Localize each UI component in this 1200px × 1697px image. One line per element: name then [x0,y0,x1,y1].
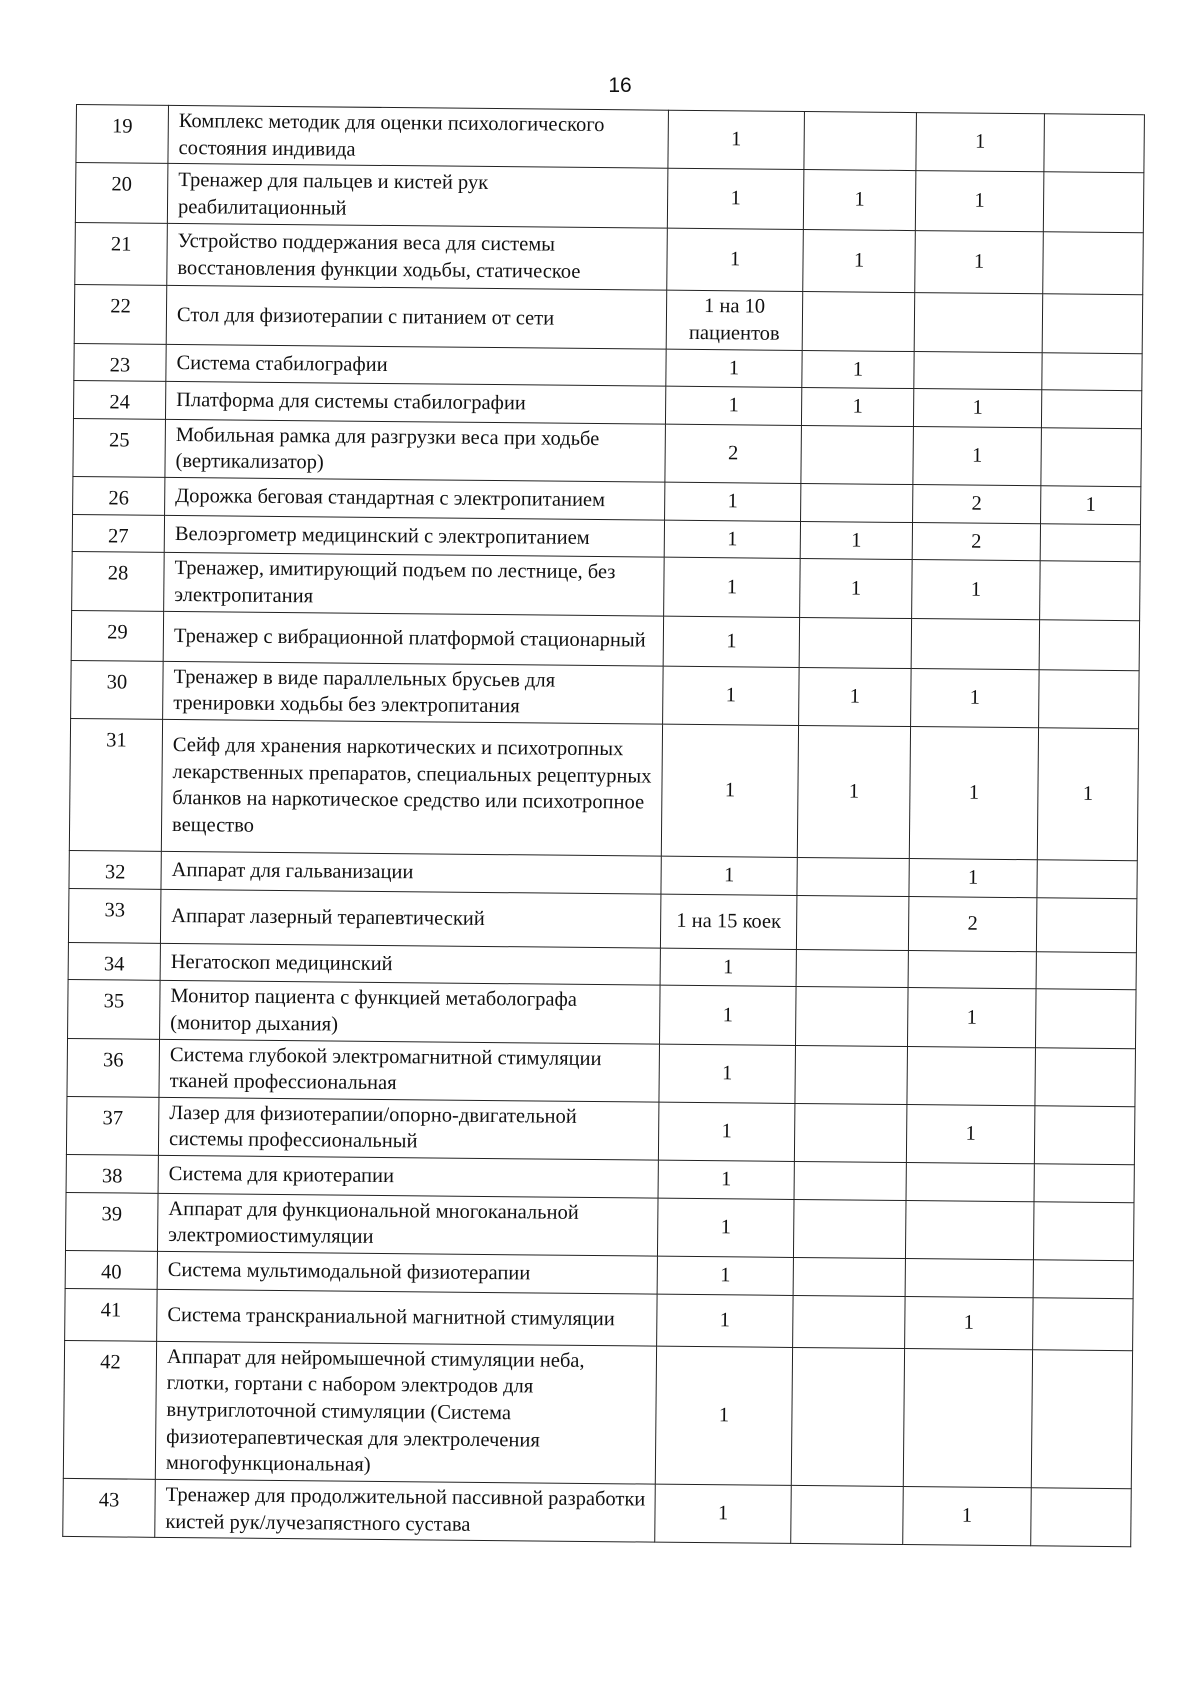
quantity-col-2 [797,857,909,896]
quantity-col-3 [911,618,1039,669]
quantity-col-1: 1 [664,520,800,559]
equipment-name: Мобильная рамка для разгрузки веса при ходьбе (вертикализатор) [165,419,666,482]
quantity-col-4 [1040,524,1140,563]
quantity-col-2 [793,1257,905,1296]
quantity-col-2 [793,1199,906,1258]
quantity-col-3 [914,351,1042,390]
quantity-col-4 [1031,1488,1132,1547]
row-number: 35 [68,980,161,1039]
quantity-col-3 [906,1163,1034,1202]
quantity-col-2: 1 [803,170,916,231]
quantity-col-1: 1 [655,1484,792,1544]
equipment-name: Аппарат лазерный терапевтический [160,889,660,948]
quantity-col-4: 1 [1037,728,1138,861]
equipment-name: Аппарат для нейромышечной стимуляции неба, глотки, гортани с набором электродов для внутриглоточной стимуляции (Система физиотерапевтическая для электролечения многофункциональная) [155,1341,656,1484]
equipment-name: Тренажер для пальцев и кистей рук реабилитационный [167,164,668,229]
quantity-col-2 [791,1347,904,1486]
quantity-col-4 [1036,897,1137,952]
table-row [67,1038,1136,1107]
quantity-col-3: 1 [912,560,1041,620]
row-number: 39 [65,1192,158,1251]
table-row [66,1096,1135,1165]
table-row [73,418,1142,487]
equipment-name: Система транскраниальной магнитной стимуляции [157,1289,657,1346]
equipment-name: Система мультимодальной физиотерапии [157,1251,657,1293]
row-number: 27 [72,514,164,553]
quantity-col-4 [1034,1106,1135,1165]
equipment-name: Система стабилографии [166,344,666,386]
quantity-col-4 [1040,561,1141,620]
row-number: 26 [73,477,165,516]
row-number: 31 [69,718,162,851]
quantity-col-1: 1 [663,666,800,726]
quantity-col-1: 1 [668,110,805,170]
quantity-col-1: 1 на 15 коек [660,894,797,949]
table-row [75,163,1144,233]
row-number: 41 [65,1288,157,1341]
equipment-name: Сейф для хранения наркотических и психотропных лекарственных препаратов, специальных рецептурных бланков на наркотическое средство или психотропное вещество [161,719,662,856]
table-row [68,980,1137,1049]
quantity-col-2 [799,617,911,668]
quantity-col-2: 1 [803,230,916,293]
quantity-col-3 [905,1200,1034,1260]
quantity-col-1: 1 [660,985,797,1045]
equipment-name: Тренажер с вибрационной платформой стационарный [163,611,663,666]
equipment-name: Платформа для системы стабилографии [165,382,665,424]
quantity-col-4 [1044,114,1145,173]
page-number: 16 [608,74,632,97]
table-row [63,1478,1132,1547]
quantity-col-2: 1 [801,388,913,427]
quantity-col-2: 1 [797,725,910,858]
quantity-col-3: 1 [909,859,1037,898]
table-row [72,552,1141,621]
quantity-col-2 [791,1485,904,1544]
quantity-col-4 [1036,951,1136,990]
quantity-col-1: 1 [658,1102,795,1162]
row-number: 30 [71,660,164,719]
equipment-name: Стол для физиотерапии с питанием от сети [166,286,667,349]
quantity-col-1: 1 [665,482,801,521]
table-row [69,718,1138,860]
equipment-name: Тренажер, имитирующий подъем по лестнице, без электропитания [164,553,665,616]
quantity-col-4 [1041,428,1142,487]
row-number: 34 [68,942,160,981]
quantity-col-2: 1 [800,521,912,560]
quantity-col-3: 1 [905,1296,1033,1349]
equipment-name: Аппарат для функциональной многоканальной электромиостимуляции [157,1193,658,1256]
quantity-col-1: 1 [660,948,796,987]
quantity-col-1: 1 [658,1160,794,1199]
quantity-col-1: 1 [666,349,802,388]
quantity-col-3: 2 [908,896,1037,951]
quantity-col-2 [794,1103,907,1162]
equipment-name: Велоэргометр медицинский с электропитанием [164,515,664,557]
quantity-col-4 [1033,1260,1133,1299]
equipment-name: Монитор пациента с функцией метаболографа (монитор дыхания) [160,981,661,1044]
row-number: 22 [74,285,167,344]
row-number: 19 [76,105,169,164]
quantity-col-3: 1 [906,1104,1035,1164]
row-number: 29 [71,610,163,661]
equipment-name: Аппарат для гальванизации [161,851,661,893]
quantity-col-2 [795,1045,908,1104]
quantity-col-4 [1043,172,1144,233]
quantity-col-1: 1 [657,1294,793,1347]
quantity-col-2 [804,111,917,170]
quantity-col-4 [1031,1349,1132,1488]
table-row [71,660,1140,729]
quantity-col-1: 1 [663,616,799,667]
table-row [75,223,1144,295]
quantity-col-3 [908,950,1036,989]
table-row [63,1340,1132,1488]
quantity-col-1: 1 [655,1346,792,1486]
row-number: 28 [72,552,165,611]
quantity-col-3: 2 [913,485,1041,524]
quantity-col-2 [796,987,909,1046]
quantity-col-1: 1 [661,724,798,857]
quantity-col-3: 1 [903,1486,1032,1546]
equipment-name: Негатоскоп медицинский [160,943,660,985]
quantity-col-3: 1 [907,988,1036,1048]
equipment-name: Комплекс методик для оценки психологического состояния индивида [168,105,669,168]
quantity-col-4 [1035,1047,1136,1106]
quantity-col-4: 1 [1041,486,1141,525]
quantity-col-1: 2 [665,424,802,484]
equipment-name: Лазер для физиотерапии/опорно-двигательной системы профессиональный [158,1097,659,1160]
row-number: 43 [63,1478,156,1537]
quantity-col-2: 1 [800,559,913,618]
row-number: 36 [67,1038,160,1097]
table-row [65,1192,1134,1261]
quantity-col-1: 1 [667,168,804,229]
quantity-col-3: 1 [913,389,1041,428]
quantity-col-3: 1 [915,171,1044,232]
quantity-col-3: 1 [911,668,1040,728]
quantity-col-4 [1042,352,1142,391]
equipment-name: Тренажер в виде параллельных брусьев для тренировки ходьбы без электропитания [163,661,664,724]
quantity-col-1: 1 [661,856,797,895]
quantity-col-2 [801,425,914,484]
quantity-col-2 [802,292,915,351]
equipment-table-body [63,105,1145,1547]
quantity-col-3 [905,1259,1033,1298]
row-number: 21 [75,223,168,286]
equipment-table [62,104,1145,1547]
quantity-col-4 [1033,1201,1134,1260]
quantity-col-4 [1037,860,1137,899]
quantity-col-1: 1 [659,1044,796,1104]
equipment-name: Устройство поддержания веса для системы восстановления функции ходьбы, статическое [167,224,668,291]
row-number: 24 [73,381,165,420]
quantity-col-3: 1 [915,231,1044,294]
quantity-col-3 [907,1046,1036,1106]
quantity-col-4 [1039,669,1140,728]
quantity-col-3: 1 [909,727,1038,860]
quantity-col-4 [1042,294,1143,353]
table-row [76,105,1145,174]
quantity-col-2: 1 [799,667,912,726]
equipment-name: Тренажер для продолжительной пассивной разработки кистей рук/лучезапястного сустава [155,1479,656,1542]
equipment-table-container [62,104,1144,1547]
quantity-col-1: 1 [664,558,801,618]
quantity-col-4 [1041,390,1141,429]
row-number: 37 [66,1096,159,1155]
quantity-col-2 [796,895,909,950]
quantity-col-4 [1043,232,1144,295]
row-number: 25 [73,418,166,477]
quantity-col-3: 1 [913,426,1042,486]
quantity-col-2 [801,484,913,523]
quantity-col-2 [794,1162,906,1201]
quantity-col-1: 1 на 10 пациентов [666,290,803,350]
quantity-col-3: 1 [916,113,1045,173]
quantity-col-2 [796,949,908,988]
quantity-col-4 [1035,989,1136,1048]
row-number: 40 [65,1250,157,1289]
table-row [74,285,1143,354]
equipment-name: Система глубокой электромагнитной стимуляции тканей профессиональная [159,1039,660,1102]
quantity-col-2: 1 [802,350,914,389]
row-number: 32 [69,850,161,889]
quantity-col-3: 2 [912,522,1040,561]
quantity-col-3 [903,1348,1032,1487]
quantity-col-2 [793,1295,905,1348]
quantity-col-1: 1 [657,1256,793,1295]
row-number: 33 [68,888,161,943]
row-number: 20 [75,163,168,224]
row-number: 38 [66,1155,158,1194]
quantity-col-1: 1 [667,228,804,291]
quantity-col-4 [1033,1297,1133,1350]
row-number: 23 [74,343,166,382]
quantity-col-1: 1 [657,1198,794,1258]
equipment-name: Система для криотерапии [158,1155,658,1197]
quantity-col-3 [914,293,1043,353]
quantity-col-4 [1039,619,1139,670]
quantity-col-4 [1034,1164,1134,1203]
row-number: 42 [63,1340,156,1479]
quantity-col-1: 1 [665,386,801,425]
equipment-name: Дорожка беговая стандартная с электропитанием [165,477,665,519]
